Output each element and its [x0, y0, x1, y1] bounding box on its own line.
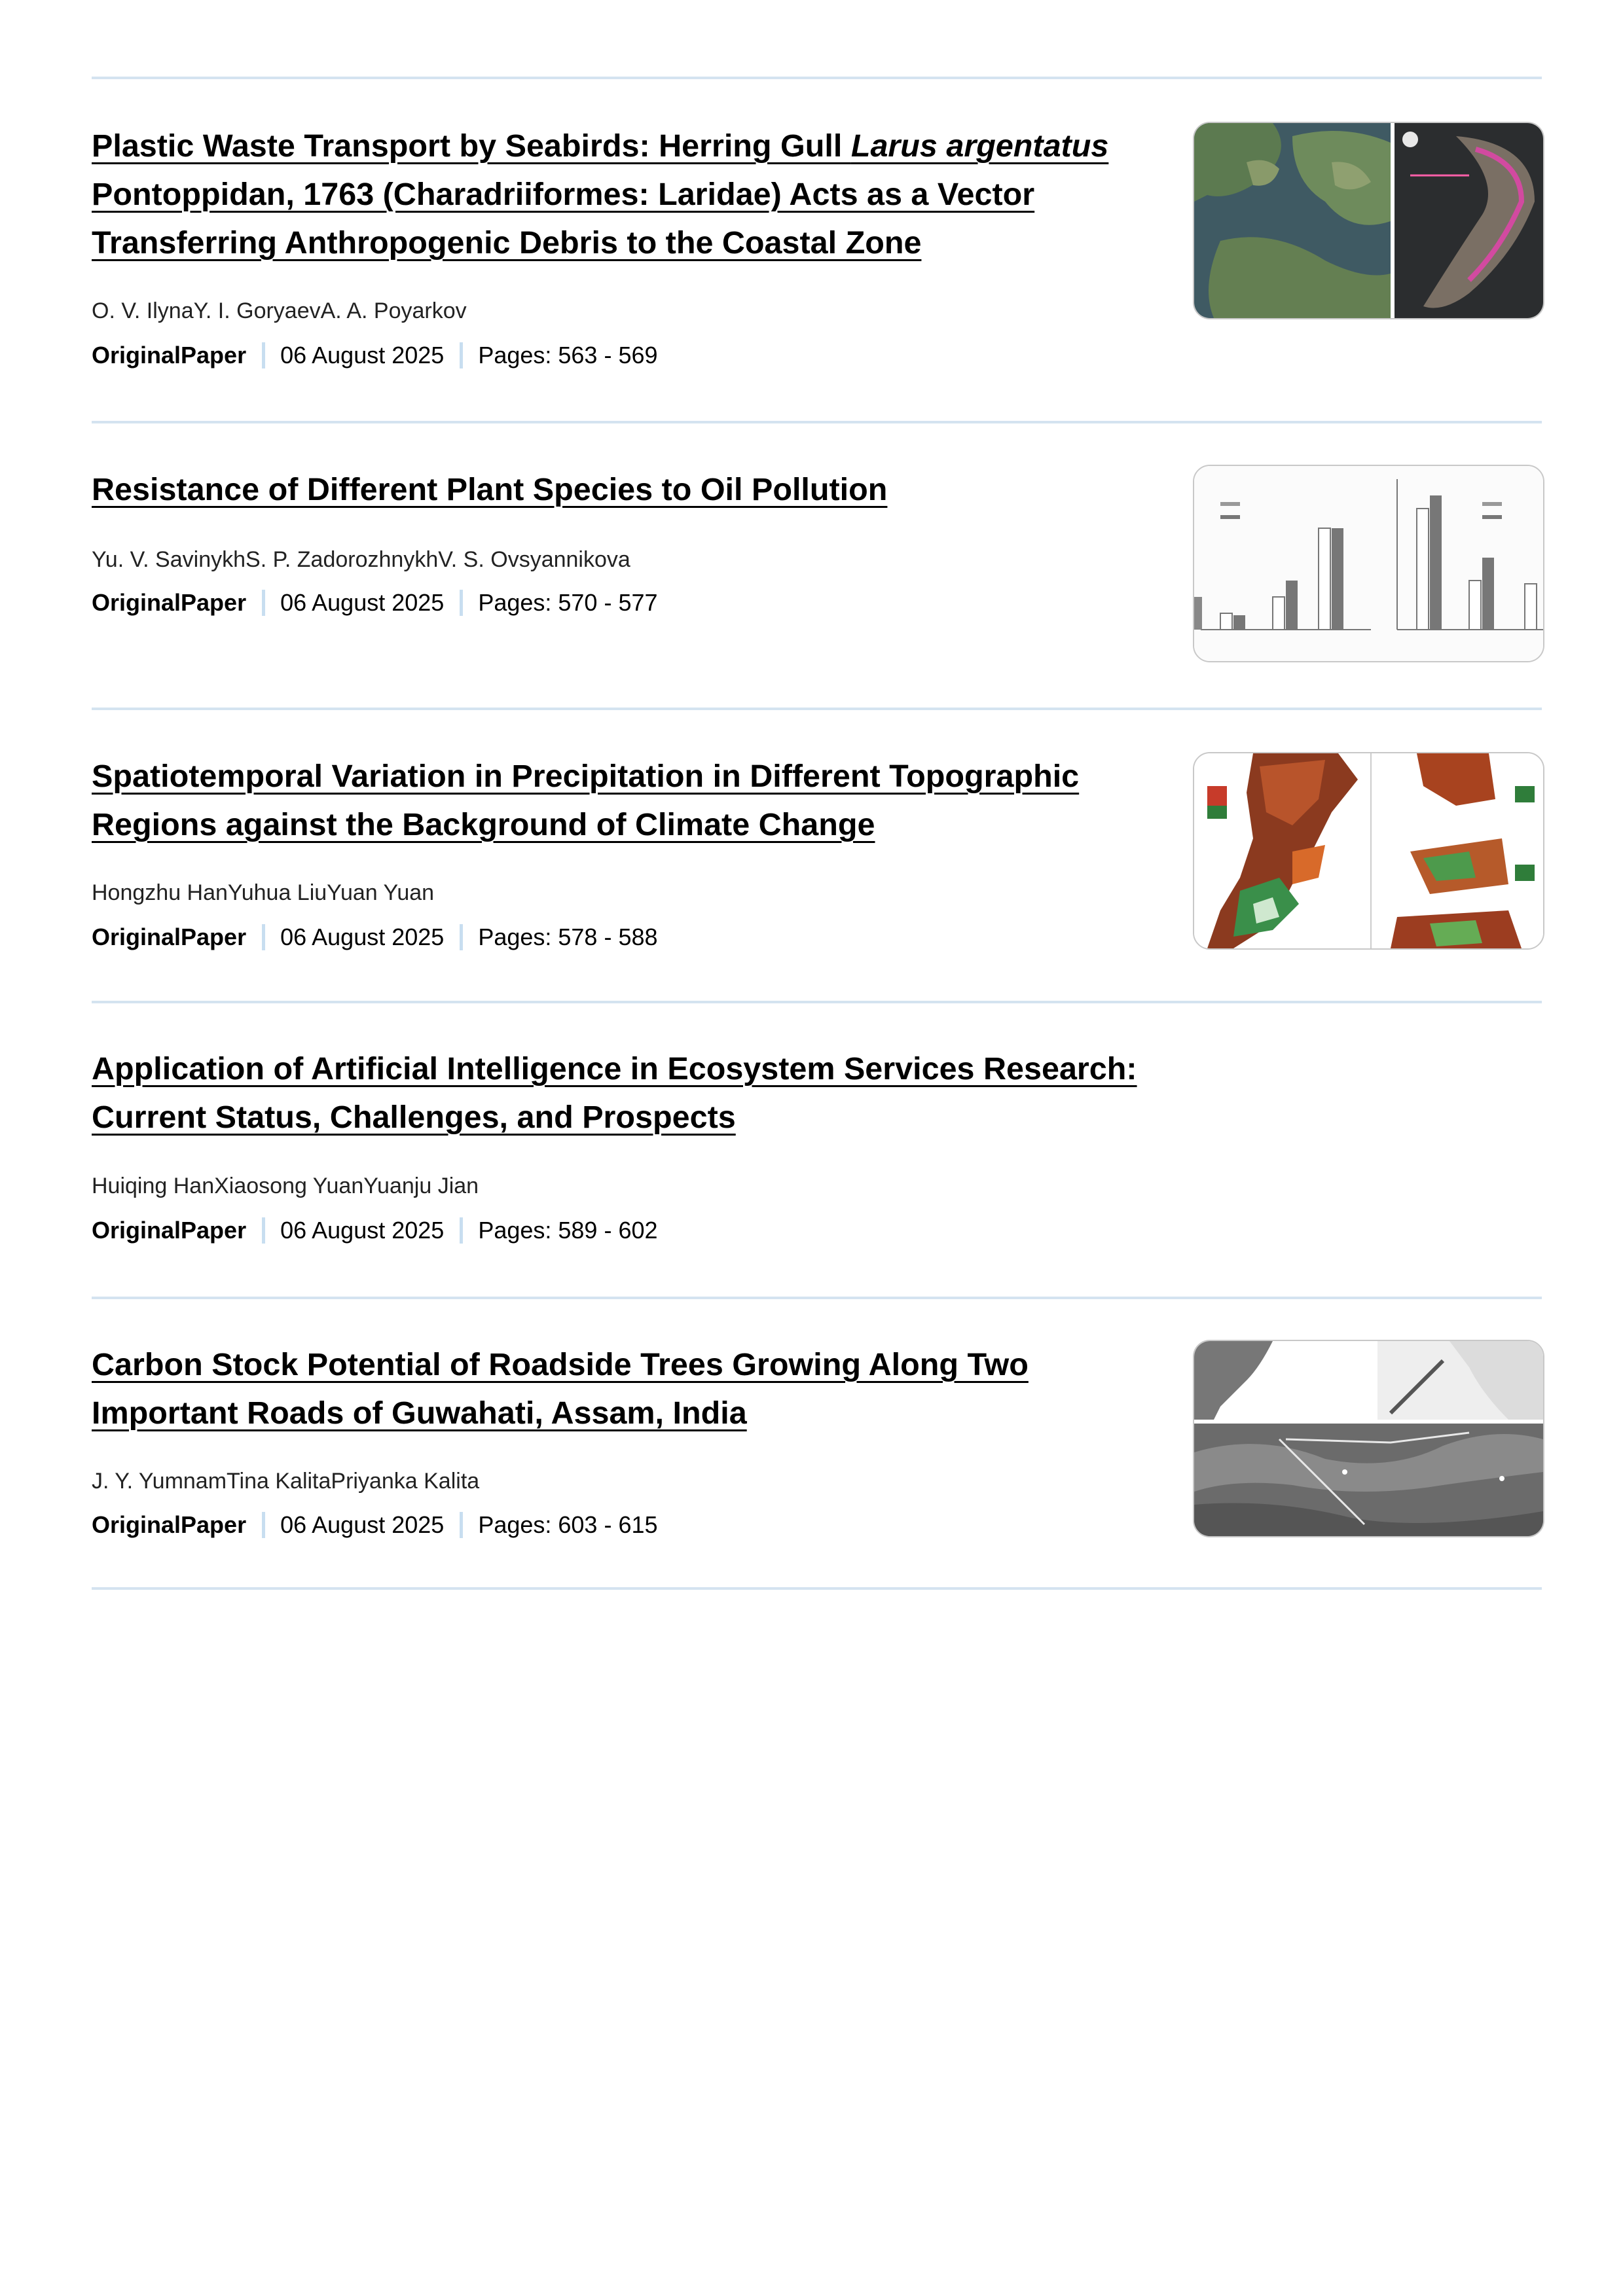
- meta-divider: [460, 1217, 463, 1244]
- article-pages: Pages: 589 - 602: [478, 1217, 658, 1244]
- article-divider: [92, 1001, 1542, 1003]
- top-divider: [92, 77, 1542, 79]
- article-title: [92, 752, 1152, 849]
- article-title-link[interactable]: Application of Artificial Intelligence in Ecosystem Services Research: Current Status, Challenges, and Prospects: [92, 1051, 1137, 1135]
- article-pages: Pages: 570 - 577: [478, 589, 658, 616]
- article-title: [92, 1340, 1152, 1437]
- article-title-link[interactable]: Plastic Waste Transport by Seabirds: Herring Gull Larus argentatus Pontoppidan, 1763 (Charadriiformes: Laridae) Acts as a Vector Transferring Anthropogenic Debris to the Coastal Zone: [92, 128, 1109, 260]
- article-divider: [92, 708, 1542, 710]
- satellite-map-thumbnail[interactable]: [1193, 122, 1544, 319]
- meta-divider: [460, 342, 463, 368]
- meta-divider: [262, 1512, 265, 1538]
- article-title: [92, 465, 1152, 514]
- article-date: 06 August 2025: [280, 924, 445, 950]
- article-pages: Pages: 563 - 569: [478, 342, 658, 368]
- article-meta: [92, 1511, 658, 1539]
- article-date: 06 August 2025: [280, 1511, 445, 1538]
- article-pages: Pages: 578 - 588: [478, 924, 658, 950]
- article-authors: Huiqing HanXiaosong YuanYuanju Jian: [92, 1174, 479, 1198]
- bottom-divider: [92, 1587, 1542, 1590]
- meta-divider: [460, 590, 463, 616]
- article-title-link[interactable]: Carbon Stock Potential of Roadside Trees Growing Along Two Important Roads of Guwahati, Assam, India: [92, 1347, 1029, 1431]
- article-type: OriginalPaper: [92, 589, 247, 616]
- article-authors: Hongzhu HanYuhua LiuYuan Yuan: [92, 880, 435, 905]
- article-title-link[interactable]: Resistance of Different Plant Species to Oil Pollution: [92, 472, 888, 507]
- article-authors: J. Y. YumnamTina KalitaPriyanka Kalita: [92, 1469, 480, 1494]
- article-authors: Yu. V. SavinykhS. P. ZadorozhnykhV. S. Ovsyannikova: [92, 547, 630, 572]
- article-pages: Pages: 603 - 615: [478, 1511, 658, 1538]
- article-date: 06 August 2025: [280, 342, 445, 368]
- article-meta: [92, 924, 658, 951]
- road-map-thumbnail[interactable]: [1193, 1340, 1544, 1537]
- article-meta: [92, 589, 658, 617]
- article-title-link[interactable]: Spatiotemporal Variation in Precipitation in Different Topographic Regions against the Background of Climate Change: [92, 759, 1080, 842]
- meta-divider: [460, 1512, 463, 1538]
- article-title: [92, 1045, 1152, 1141]
- meta-divider: [262, 342, 265, 368]
- article-divider: [92, 421, 1542, 423]
- precipitation-map-thumbnail[interactable]: [1193, 752, 1544, 950]
- article-divider: [92, 1297, 1542, 1299]
- meta-divider: [262, 1217, 265, 1244]
- article-type: OriginalPaper: [92, 1511, 247, 1538]
- article-meta: [92, 1217, 658, 1244]
- article-type: OriginalPaper: [92, 1217, 247, 1244]
- meta-divider: [262, 924, 265, 950]
- article-authors: O. V. IlynaY. I. GoryaevA. A. Poyarkov: [92, 298, 467, 323]
- article-type: OriginalPaper: [92, 924, 247, 950]
- meta-divider: [262, 590, 265, 616]
- bar-chart-thumbnail[interactable]: [1193, 465, 1544, 662]
- article-meta: [92, 342, 658, 369]
- article-type: OriginalPaper: [92, 342, 247, 368]
- article-date: 06 August 2025: [280, 1217, 445, 1244]
- meta-divider: [460, 924, 463, 950]
- article-title: [92, 122, 1152, 267]
- article-date: 06 August 2025: [280, 589, 445, 616]
